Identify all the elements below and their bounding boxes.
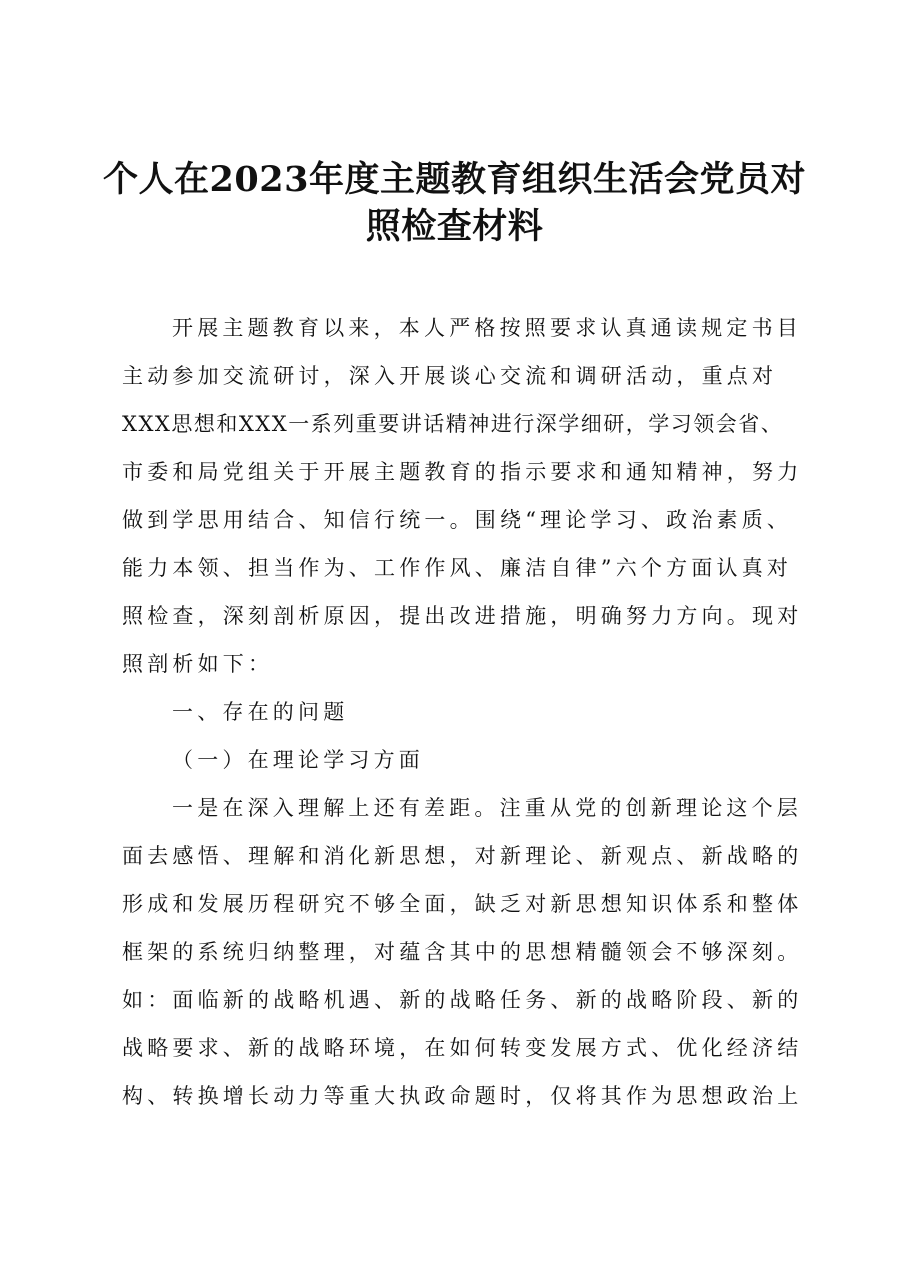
paragraph-1-line-6: 能力本领、担当作为、工作作风、廉洁自律”六个方面认真对: [122, 556, 793, 580]
paragraph-2-line-5: 如：面临新的战略机遇、新的战略任务、新的战略阶段、新的: [122, 988, 803, 1012]
paragraph-2-line-4: 框架的系统归纳整理，对蕴含其中的思想精髓领会不够深刻。: [122, 940, 803, 964]
paragraph-2-line-2: 面去感悟、理解和消化新思想，对新理论、新观点、新战略的: [122, 844, 803, 868]
paragraph-1-line-8: 照剖析如下：: [122, 652, 274, 676]
paragraph-1-line-5: 做到学思用结合、知信行统一。围绕“理论学习、政治素质、: [122, 508, 793, 532]
document-title-line-1: 个人在2023年度主题教育组织生活会党员对: [103, 159, 806, 200]
paragraph-1-line-7: 照检查，深刻剖析原因，提出改进措施，明确努力方向。现对: [122, 604, 803, 628]
paragraph-1-line-4: 市委和局党组关于开展主题教育的指示要求和通知精神，努力: [122, 460, 803, 484]
paragraph-1-line-2: 主动参加交流研讨，深入开展谈心交流和调研活动，重点对: [122, 364, 778, 388]
document-title-line-2: 照检查材料: [365, 206, 544, 247]
section-heading-problems: 一、存在的问题: [172, 700, 349, 724]
paragraph-2-line-7: 构、转换增长动力等重大执政命题时，仅将其作为思想政治上: [122, 1084, 803, 1108]
paragraph-1-line-1: 开展主题教育以来，本人严格按照要求认真通读规定书目: [172, 316, 802, 340]
subsection-heading-theory-study: （一）在理论学习方面: [172, 748, 424, 772]
paragraph-2-line-6: 战略要求、新的战略环境，在如何转变发展方式、优化经济结: [122, 1036, 803, 1060]
paragraph-2-line-3: 形成和发展历程研究不够全面，缺乏对新思想知识体系和整体: [122, 892, 803, 916]
paragraph-2-line-1: 一是在深入理解上还有差距。注重从党的创新理论这个层: [172, 796, 802, 820]
paragraph-1-line-3: XXX思想和XXX一系列重要讲话精神进行深学细研，学习领会省、: [122, 412, 784, 436]
